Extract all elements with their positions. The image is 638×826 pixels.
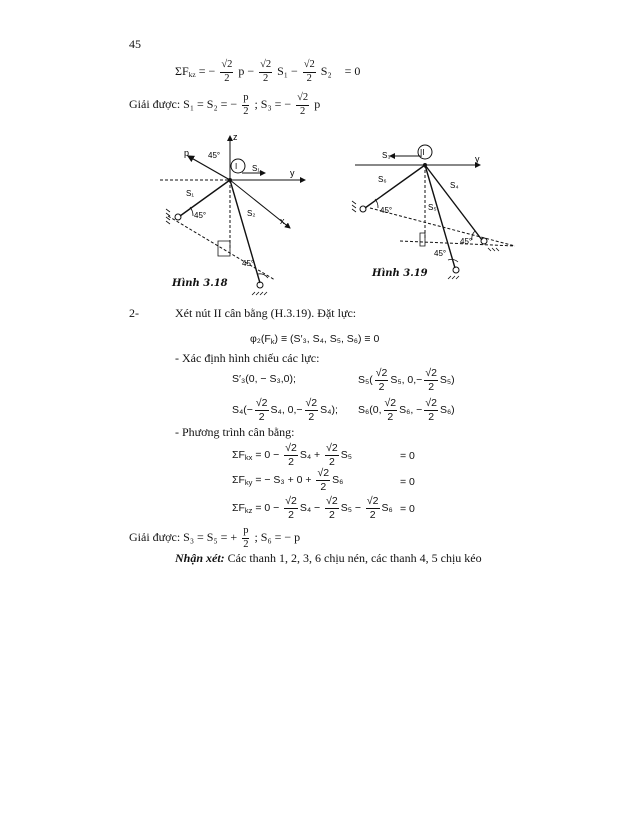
eq-text: = − — [198, 63, 216, 78]
fraction-den: 2 — [328, 455, 335, 468]
fraction-den: 2 — [224, 72, 230, 84]
support-pin — [360, 206, 366, 212]
bal-body: = − S₃ + 0 + — [255, 473, 312, 486]
fraction — [375, 368, 389, 392]
eq-s1: S₁ − — [277, 63, 298, 78]
fraction-num: √2 — [305, 397, 318, 409]
phi-rhs: ) ≡ (S′₃, S₄, S₅, S₆) ≡ 0 — [274, 333, 380, 345]
fraction-num: √2 — [220, 60, 233, 73]
fraction-den: 2 — [288, 508, 294, 521]
projection-s5 — [358, 368, 455, 392]
fraction-den: 2 — [288, 455, 294, 468]
fraction-den: 2 — [306, 72, 312, 84]
label-s6: S₆ — [378, 175, 387, 184]
proj-s4-mid: S₄, 0,− — [270, 403, 303, 416]
fraction-num: p — [242, 526, 249, 539]
dashed-line — [168, 216, 275, 280]
balance-rhs: = 0 — [400, 503, 415, 515]
fraction-den: 2 — [387, 410, 394, 423]
proj-s4-post: S₄); — [320, 403, 338, 416]
bal-t1: S₆ — [332, 473, 344, 486]
figure-3-19 — [350, 138, 520, 288]
eq-p: p − — [238, 63, 255, 78]
fraction — [424, 368, 438, 392]
caption-fig-3-18: Hình 3.18 — [172, 278, 228, 289]
remark-text: Các thanh 1, 2, 3, 6 chịu nén, các thanh 4, 5 chịu kéo — [227, 551, 482, 565]
proj-s5-mid: S₅, 0,− — [390, 373, 423, 386]
fraction — [255, 398, 269, 422]
fraction-den: 2 — [369, 508, 376, 521]
fraction-den: 2 — [300, 105, 306, 117]
fraction-num: √2 — [296, 93, 309, 106]
label-x: x — [280, 216, 285, 226]
fraction-den: 2 — [243, 105, 249, 117]
fraction — [305, 398, 319, 422]
fraction — [296, 93, 309, 117]
label-s5: S₅ — [428, 203, 437, 212]
equation-sum-fkz — [175, 60, 360, 84]
fraction-den: 2 — [258, 410, 265, 423]
label-s3: S₃ — [382, 151, 391, 160]
label-p: p — [184, 148, 190, 158]
eq-lhs-sub: kz — [188, 69, 196, 79]
fraction-num: √2 — [326, 442, 338, 454]
right-angle-mark — [420, 233, 425, 246]
bal-sub: kz — [244, 505, 253, 515]
remark-label: Nhận xét: — [175, 551, 225, 565]
eq-lhs: ΣF — [175, 63, 189, 78]
fraction — [366, 496, 380, 520]
phi-k: k — [270, 337, 275, 346]
fraction-num: √2 — [255, 397, 268, 409]
caption-fig-3-19: Hình 3.19 — [372, 268, 428, 279]
balance-eq-kz — [232, 496, 393, 520]
fraction-num: p — [242, 93, 249, 106]
fraction-num: √2 — [366, 495, 379, 507]
label-angle: 45° — [242, 259, 255, 268]
figure-3-18 — [160, 128, 320, 298]
fraction-den: 2 — [243, 538, 249, 550]
fraction — [259, 60, 272, 84]
fraction — [242, 526, 249, 550]
label-y: y — [475, 154, 480, 164]
bal-t1: S₄ − — [299, 501, 321, 514]
bal-t2: S₅ — [340, 448, 352, 461]
label-s1-top: S₁ — [252, 164, 261, 173]
fraction-den: 2 — [378, 380, 385, 393]
label-s4: S₄ — [450, 181, 459, 190]
bal-t1: S₄ + — [299, 448, 321, 461]
solve-mid: ; S₃ = − — [254, 96, 292, 111]
eq-rhs: = 0 — [344, 63, 361, 78]
projection-s6 — [358, 398, 455, 422]
support-hatch — [488, 248, 499, 251]
projection-title: - Xác định hình chiếu các lực: — [175, 351, 320, 365]
balance-rhs: = 0 — [400, 450, 415, 462]
label-angle: 45° — [194, 211, 207, 220]
proj-s6-pre: S₆(0, — [358, 403, 382, 416]
projection-s3: S′₃(0, − S₃,0); — [232, 373, 296, 385]
proj-s5-post: S₅) — [439, 373, 455, 386]
item-text: Xét nút II cân bằng (H.3.19). Đặt lực: — [175, 306, 357, 320]
solve-prefix: Giải được: S₁ = S₂ = − — [129, 96, 238, 111]
fraction-num: √2 — [285, 495, 297, 507]
balance-eq-kx — [232, 443, 352, 467]
solution-line-2 — [129, 526, 300, 550]
fraction — [325, 443, 339, 467]
fraction — [424, 398, 438, 422]
eq-s2: S₂ — [320, 63, 332, 78]
projection-s4 — [232, 398, 338, 422]
fraction — [384, 398, 398, 422]
support-hatch — [448, 276, 459, 279]
bal-body: = 0 − — [255, 501, 280, 514]
node-label-circle — [231, 159, 245, 173]
fraction — [220, 60, 233, 84]
right-angle-mark — [218, 241, 230, 256]
fraction-num: √2 — [303, 60, 316, 73]
fraction-num: √2 — [285, 442, 297, 454]
fraction-den: 2 — [308, 410, 315, 423]
fraction-num: √2 — [326, 495, 338, 507]
fraction — [284, 443, 298, 467]
bal-t2: S₅ − — [340, 501, 361, 514]
support-pin — [175, 214, 181, 220]
bal-sub: kx — [244, 452, 253, 462]
fraction — [242, 93, 249, 117]
label-z: z — [233, 132, 238, 142]
fraction-den: 2 — [428, 380, 435, 393]
proj-s6-post: S₆) — [439, 403, 455, 416]
proj-s5-pre: S₅( — [358, 373, 373, 386]
fraction — [303, 60, 316, 84]
balance-title: - Phương trình cân bằng: — [175, 425, 295, 439]
bal-body: = 0 − — [255, 448, 280, 461]
bal-lhs: ΣF — [232, 473, 245, 486]
bar-s6 — [365, 165, 425, 208]
item-number: 2- — [129, 306, 139, 320]
fraction-num: √2 — [317, 467, 330, 479]
bal-t3: S₆ — [381, 501, 393, 514]
node-ii — [423, 163, 427, 167]
fraction — [325, 496, 339, 520]
label-angle: 45° — [460, 237, 473, 246]
fraction-num: √2 — [425, 397, 437, 409]
fraction-num: √2 — [259, 60, 272, 73]
label-angle: 45° — [208, 151, 221, 160]
remark — [175, 551, 482, 566]
fraction-num: √2 — [425, 367, 437, 379]
support-pin — [481, 238, 487, 244]
label-angle: 45° — [380, 206, 393, 215]
support-pin — [453, 267, 459, 273]
bal-lhs: ΣF — [232, 501, 245, 514]
fraction-num: √2 — [384, 397, 397, 409]
fraction-den: 2 — [262, 72, 269, 84]
phi-equation — [250, 333, 379, 346]
fraction — [284, 496, 298, 520]
fraction-den: 2 — [428, 410, 435, 423]
label-node: II — [420, 148, 425, 157]
solve-suffix: p — [314, 96, 321, 111]
balance-eq-ky — [232, 468, 343, 492]
support-hatch — [352, 201, 356, 212]
proj-s6-mid: S₆, − — [399, 403, 423, 416]
label-y: y — [290, 168, 295, 178]
bal-sub: ky — [244, 477, 253, 487]
support-hatch — [252, 292, 267, 295]
fraction-den: 2 — [328, 508, 335, 521]
angle-arc — [258, 274, 268, 278]
fraction-num: √2 — [375, 367, 388, 379]
balance-rhs: = 0 — [400, 476, 415, 488]
fraction — [316, 468, 330, 492]
solve2-suffix: ; S₆ = − p — [254, 529, 301, 544]
label-s2: S₂ — [247, 209, 256, 218]
label-s1: S₁ — [186, 189, 195, 198]
solution-line-1 — [129, 93, 320, 117]
page-number: 45 — [129, 37, 141, 51]
label-node: I — [235, 162, 238, 171]
fraction-den: 2 — [320, 480, 327, 493]
phi-lhs: φ₂(F — [250, 333, 271, 345]
label-angle: 45° — [434, 249, 447, 258]
solve2-prefix: Giải được: S₃ = S₅ = + — [129, 529, 238, 544]
proj-s4-pre: S₄(− — [232, 403, 253, 416]
bal-lhs: ΣF — [232, 448, 245, 461]
node-i — [228, 178, 232, 182]
